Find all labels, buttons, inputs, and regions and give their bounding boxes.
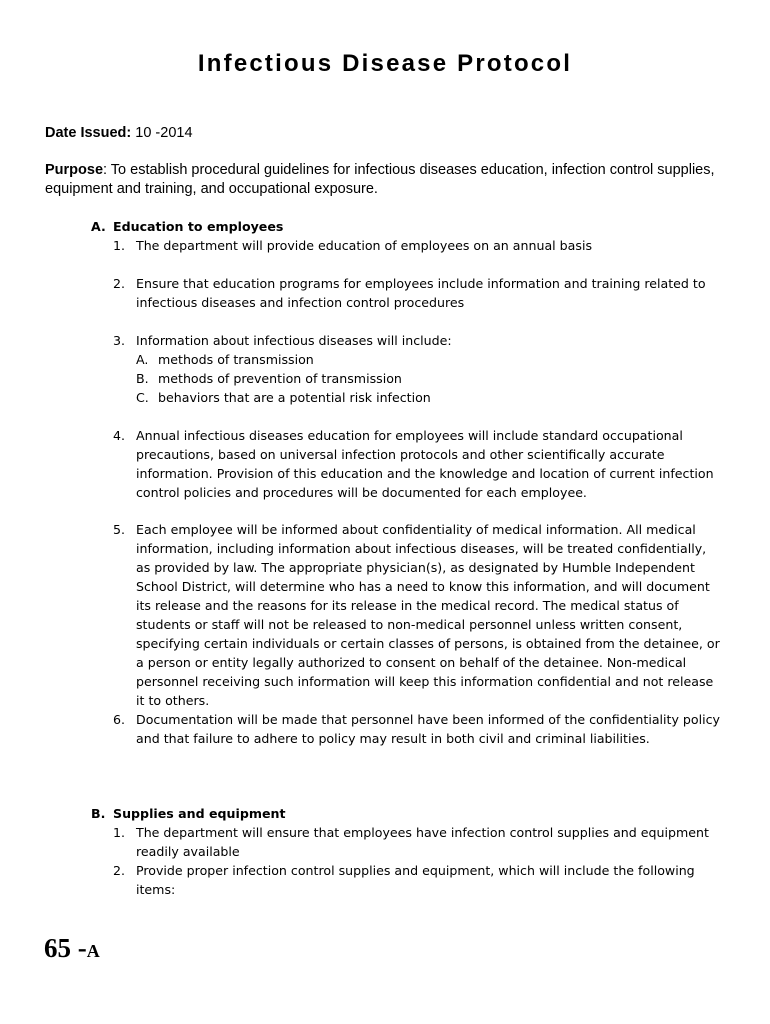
list-item bbox=[113, 710, 723, 748]
item-number: 1. bbox=[113, 825, 126, 840]
list-item bbox=[113, 236, 723, 255]
list-item bbox=[113, 426, 723, 502]
item-number: 6. bbox=[113, 712, 126, 727]
list-item bbox=[113, 331, 723, 350]
list-item bbox=[113, 520, 723, 710]
sub-list-item bbox=[136, 369, 402, 388]
list-item bbox=[113, 274, 723, 312]
section-letter: A. bbox=[91, 219, 106, 234]
item-number: 1. bbox=[113, 238, 126, 253]
item-text: Annual infectious diseases education for employees will include standard occupational precautions, based on universal infection protocols and other scientifically accurate information. Provision of this education and the knowledge and location of current infection control policies and procedures will be documented for each employee. bbox=[136, 428, 714, 500]
purpose-paragraph bbox=[45, 161, 735, 199]
page-number-value: 65 - bbox=[44, 933, 87, 963]
item-number: 4. bbox=[113, 428, 126, 443]
sub-list-item bbox=[136, 388, 431, 407]
item-text: Documentation will be made that personnel have been informed of the confidentiality policy and that failure to adhere to policy may result in both civil and criminal liabilities. bbox=[136, 712, 721, 746]
sub-item-text: methods of prevention of transmission bbox=[158, 371, 402, 386]
page-number-suffix: A bbox=[86, 941, 100, 961]
item-number: 5. bbox=[113, 522, 126, 537]
item-text: The department will ensure that employees have infection control supplies and equipment readily available bbox=[136, 825, 709, 859]
section-a-heading bbox=[91, 217, 283, 236]
item-text: Information about infectious diseases will include: bbox=[136, 333, 452, 348]
date-issued bbox=[45, 125, 193, 141]
item-text: Ensure that education programs for employees include information and training related to infectious diseases and infection control procedures bbox=[136, 276, 706, 310]
date-issued-value: 10 -2014 bbox=[131, 125, 193, 141]
item-number: 2. bbox=[113, 863, 126, 878]
section-title: Supplies and equipment bbox=[113, 806, 286, 821]
item-number: 3. bbox=[113, 333, 126, 348]
sub-item-text: behaviors that are a potential risk infection bbox=[158, 390, 431, 405]
purpose-text: : To establish procedural guidelines for infectious diseases education, infection control supplies, equipment and training, and occupational exposure. bbox=[45, 162, 715, 197]
sub-item-letter: C. bbox=[136, 390, 149, 405]
date-issued-label: Date Issued: bbox=[45, 125, 132, 141]
item-text: Each employee will be informed about confidentiality of medical information. All medical information, including information about infectious diseases, will be treated confidentially, as provided by law. The appropriate physician(s), as designated by Humble Independent School District, will determine who has a need to know this information, and will document its release and the reasons for its release in the medical record. The medical status of students or staff will not be released to non-medical personnel unless written consent, specifying certain individuals or certain classes of persons, is obtained from the detainee, or a person or entity legally authorized to consent on behalf of the detainee. Non-medical personnel receiving such information will keep this information confidential and not release it to others. bbox=[136, 522, 720, 708]
section-b-heading bbox=[91, 804, 286, 823]
list-item bbox=[113, 823, 723, 861]
list-item bbox=[113, 861, 723, 899]
item-text: The department will provide education of employees on an annual basis bbox=[136, 238, 593, 253]
item-number: 2. bbox=[113, 276, 126, 291]
item-text: Provide proper infection control supplies and equipment, which will include the following items: bbox=[136, 863, 695, 897]
sub-item-text: methods of transmission bbox=[158, 352, 314, 367]
purpose-label: Purpose bbox=[45, 162, 104, 178]
section-title: Education to employees bbox=[113, 219, 284, 234]
sub-item-letter: B. bbox=[136, 371, 149, 386]
page-number bbox=[44, 933, 100, 964]
sub-list-item bbox=[136, 350, 314, 369]
page-title: Infectious Disease Protocol bbox=[197, 50, 573, 77]
sub-item-letter: A. bbox=[136, 352, 149, 367]
section-letter: B. bbox=[91, 806, 106, 821]
